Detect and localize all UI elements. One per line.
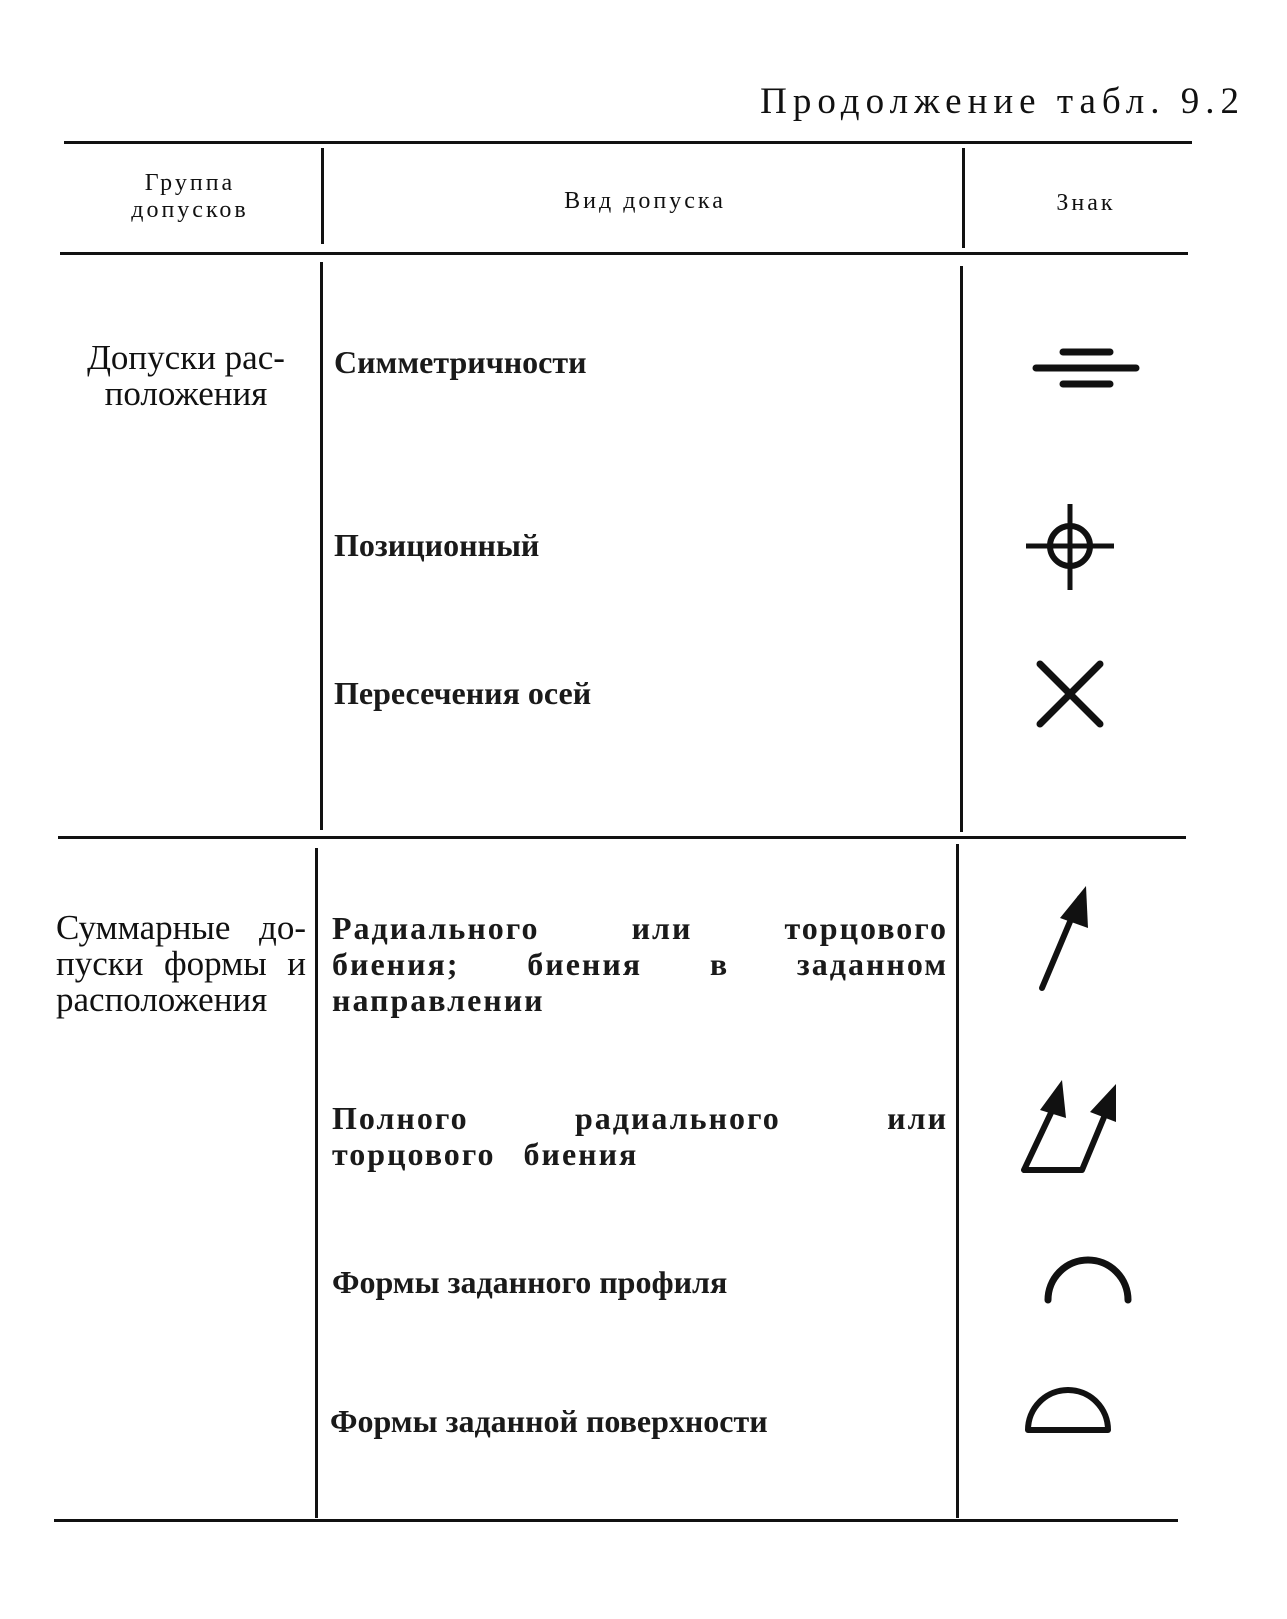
table-bottom-rule — [54, 1519, 1178, 1522]
group-name: Суммарные до-пуски формы и расположения — [56, 908, 306, 1019]
column-rule-2-header — [962, 148, 965, 248]
symmetry-icon — [1030, 346, 1142, 392]
table-top-rule — [64, 141, 1192, 144]
tolerance-kind: Формы заданной поверхности — [330, 1403, 768, 1439]
header-sign: Знак — [1056, 190, 1116, 216]
tolerance-kind: Позиционный — [334, 527, 540, 563]
tolerance-kind: Пересечения осей — [334, 675, 592, 711]
tolerance-kind: Полного радиального или торцового биения — [332, 1100, 948, 1172]
runout-icon — [1030, 884, 1096, 994]
tolerance-kind: Симметричности — [334, 344, 587, 380]
axes-intersection-icon — [1032, 656, 1108, 732]
header-bottom-rule — [60, 252, 1188, 255]
column-rule-2-group2 — [956, 844, 959, 1518]
column-rule-2-group1 — [960, 266, 963, 832]
position-icon — [1022, 500, 1118, 596]
header-group: Группа допусков — [131, 170, 249, 223]
column-rule-1-group1 — [320, 262, 323, 830]
total-runout-icon — [1012, 1076, 1124, 1178]
surface-profile-icon — [1022, 1382, 1114, 1438]
group-name: Допуски рас-положения — [87, 338, 285, 413]
tolerance-kind: Радиального или торцового биения; биения в заданном направлении — [332, 910, 948, 1018]
column-rule-1-group2 — [315, 848, 318, 1518]
header-kind: Вид допуска — [564, 188, 726, 214]
group-divider-rule — [58, 836, 1186, 839]
profile-icon — [1040, 1252, 1136, 1306]
tolerance-kind: Формы заданного профиля — [332, 1264, 728, 1300]
table-caption: Продолжение табл. 9.2 — [760, 81, 1245, 122]
column-rule-1-header — [321, 148, 324, 244]
